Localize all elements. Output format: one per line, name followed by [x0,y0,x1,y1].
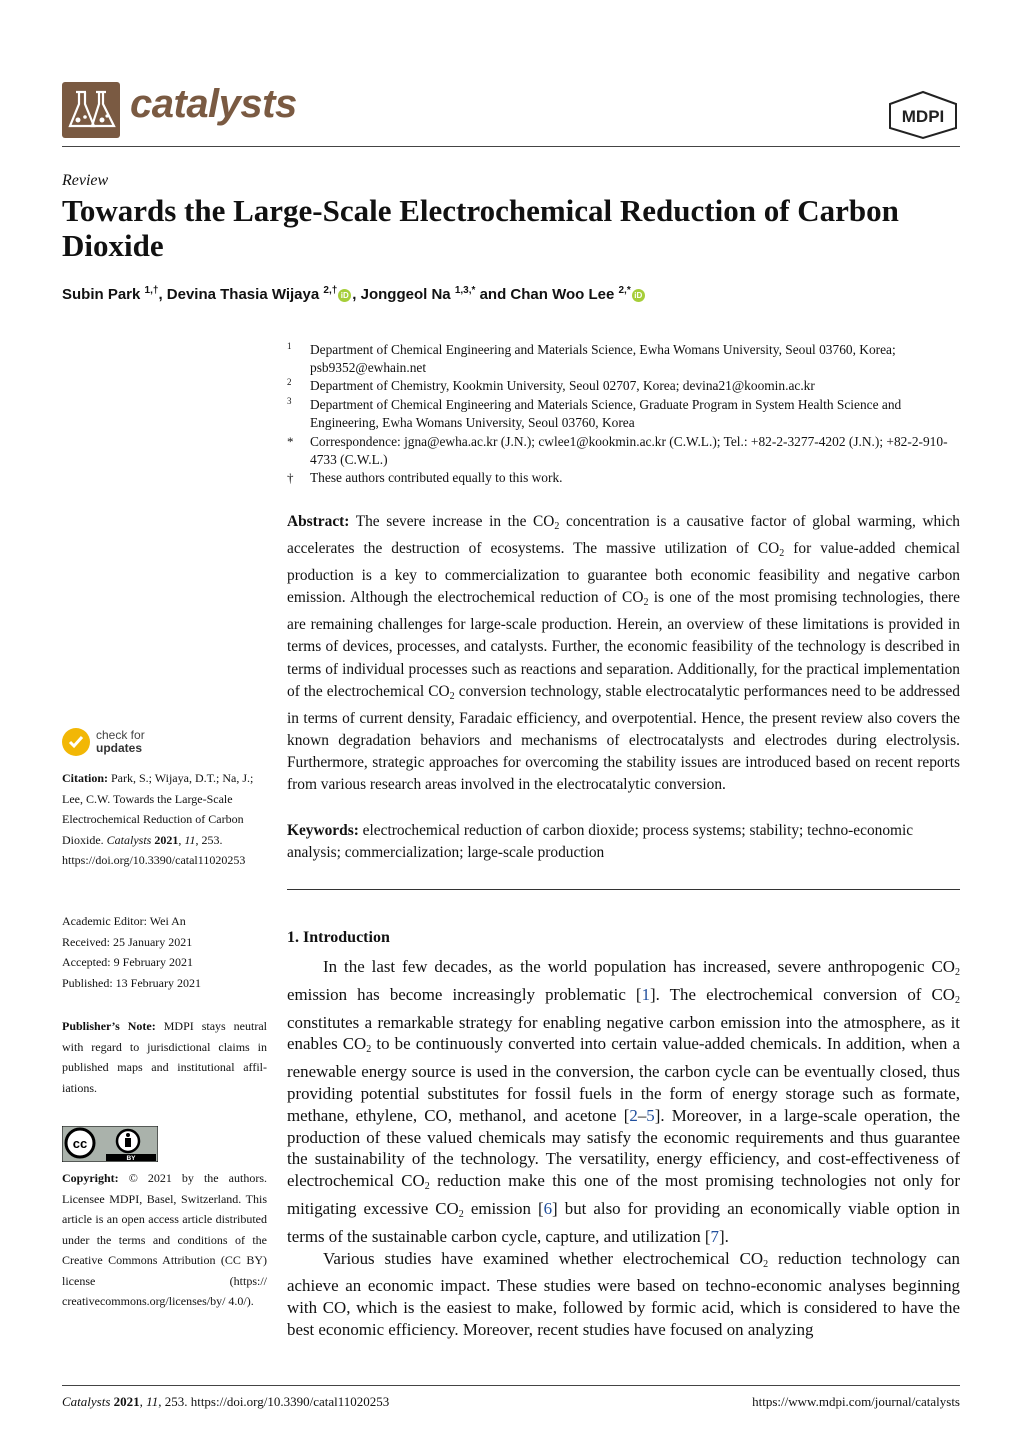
author-affiliation-marks: 2,† [323,285,338,296]
citation-year: 2021 [151,832,179,847]
publisher-note-text: MDPI stays neutral with regard to jurisdictional claims in published maps and institutional affiliations. [62,1019,268,1095]
abstract [287,511,960,796]
text: reduction technology can achieve an economic impact. These studies were based on techno-economic analyses beginning with CO, which is the easiest to make, followed by formic acid, which is considered to have the best economic efficiency. Moreover, recent studies have focused on analyzing [287,1248,960,1339]
copyright-text: © 2021 by the authors. Licensee MDPI, Basel, Switzerland. This article is an open access article distributed under the terms and conditions of the Creative Commons Attribution (CC BY) license (https:// creativecommons.org/licenses/by/ 4.0/). [62,1171,267,1308]
reference-link[interactable]: 6 [543,1198,553,1218]
author-name: Chan Woo Lee [510,286,615,303]
publisher-logo [886,90,960,140]
text: emission has become increasingly problematic [ [287,984,642,1004]
subscript: 2 [955,994,960,1006]
subscript: 2 [458,1208,464,1220]
text: reduction make this one of the most promising technologies not only for mitigating excessive CO [287,1171,960,1218]
keywords-text: electrochemical reduction of carbon dioxide; process systems; stability; techno-economic analysis; commercialization; large-scale production [287,822,914,862]
author-name: Subin Park [62,286,141,303]
subscript: 2 [424,1181,430,1193]
introduction-body [287,956,960,1341]
affiliation-text: Department of Chemical Engineering and Materials Science, Graduate Program in System Health Science and Engineering, Ewha Womans University, Seoul 03760, Korea [310,397,902,430]
text: constitutes a remarkable strategy for enabling negative carbon emission into the atmosphere, as it enables CO [287,1012,960,1054]
citation-volume: , 11 [178,832,196,847]
subscript: 2 [779,548,785,560]
equal-contribution-note [287,469,967,487]
author-list [62,285,646,303]
header-divider [62,146,960,147]
keywords-label: Keywords: [287,822,359,839]
author-separator: , [352,286,361,303]
text: to be continuously converted into certain value-added chemicals. In addition, when a renewable energy source is used in the conversion, the carbon cycle can be eventually closed, thus providing potential substitutes for fossil fuels in the form of energy storage such as formate, methane, ethylene, CO, methanol, and acetone [ [287,1034,960,1125]
correspondence [287,433,967,468]
publisher-note-label: Publisher’s Note: [62,1019,156,1033]
article-type: Review [62,172,109,189]
affiliation-mark: 1 [287,341,292,351]
citation-label: Citation: [62,771,108,785]
abstract-text: The severe increase in the CO [349,513,555,530]
subscript: 2 [449,690,455,702]
citation-text: Park, S.; Wijaya, D.T.; Na, J.; Lee, C.W. Towards the Large-Scale Electrochemical Reduction of Carbon Dioxide. [62,771,254,847]
affiliation-text: Department of Chemistry, Kookmin University, Seoul 02707, Korea; devina21@koomin.ac.kr [310,378,815,393]
subscript: 2 [955,967,960,978]
orcid-icon[interactable]: iD [632,289,645,302]
reference-link[interactable]: 1 [641,984,651,1004]
section-divider [287,889,960,890]
academic-editor: Academic Editor: Wei An [62,914,186,928]
text: emission [ [463,1198,544,1218]
reference-link[interactable]: 2 [629,1105,638,1125]
paragraph [287,1248,960,1341]
author-separator: and [475,286,511,303]
footer-citation [62,1394,389,1410]
check-updates-line1: check for [96,728,145,742]
text: – [637,1105,647,1125]
equal-contribution-mark: † [287,470,294,485]
text: In the last few decades, as the world population has increased, severe anthropogenic CO [323,957,955,976]
footer-journal-url[interactable]: https://www.mdpi.com/journal/catalysts [752,1394,960,1409]
copyright-label: Copyright: [62,1171,119,1185]
citation [62,768,267,871]
correspondence-text: Correspondence: jgna@ewha.ac.kr (J.N.); cwlee1@kookmin.ac.kr (C.W.L.); Tel.: +82-2-3277-4202 (J.N.); +82-2-910-4733 (C.W.L.) [310,434,948,467]
footer-journal: Catalysts [62,1394,111,1409]
footer-volume: , 11 [139,1394,159,1409]
check-updates-line2: updates [96,741,143,755]
author-name: Devina Thasia Wijaya [166,286,320,303]
affiliation-2 [287,377,967,395]
citation-journal: Catalysts [106,832,152,847]
accepted-date: Accepted: 9 February 2021 [62,955,193,969]
section-heading: 1. Introduction [287,929,390,946]
publisher-logo-text: MDPI [901,107,945,126]
abstract-text: is one of the most promising technologies, there are remaining challenges for large-scale production. Herein, an overview of these limitations is provided in terms of devices, processes, and catalysts. Further, the economic feasibility of the technology is described in terms of individual processes such as reactions and separation. Additionally, for the practical implementation of the electrochemical CO [287,589,961,700]
reference-link[interactable]: 7 [710,1226,719,1246]
received-date: Received: 25 January 2021 [62,935,193,949]
orcid-icon[interactable]: iD [338,289,351,302]
publisher-note [62,1016,267,1098]
keywords [287,820,960,864]
citation-doi[interactable]: , 253. https://doi.org/10.3390/catal11020253 [62,832,246,867]
cc-by-license-badge[interactable] [62,1126,158,1162]
author-separator: , [158,286,167,303]
copyright [62,1168,267,1312]
flask-icon [62,82,120,138]
abstract-label: Abstract: [287,513,350,530]
author-name: Jonggeol Na [360,286,451,303]
correspondence-mark: * [287,434,294,449]
subscript: 2 [763,1258,769,1270]
published-date: Published: 13 February 2021 [62,976,201,990]
reference-link[interactable]: 5 [646,1105,655,1125]
checkmark-icon [62,728,90,756]
affiliation-mark: 3 [287,396,292,406]
footer-divider [62,1385,960,1386]
text: ]. Moreover, in a large-scale operation, the production of these valued chemicals may satisfy the economic requirements and thus guarantee the sustainability of the technology. The versatility, energy efficiency, and cost-effectiveness of electrochemical CO [287,1105,960,1191]
text: ]. The electrochemical conversion of CO [650,984,955,1004]
article-title: Towards the Large-Scale Electrochemical Reduction of Carbon Dioxide [62,193,899,263]
affiliation-mark: 2 [287,377,292,387]
abstract-text: conversion technology, stable electrocatalytic performances need to be addressed in terms of current density, Faradaic efficiency, and overpotential. Hence, the present review also covers the known degradation behaviors and mechanisms of electrocatalysts and electrodes during electrolysis. Furthermore, strategic approaches for overcoming the stability issues are introduced based on recent reports from various research areas involved in the electrocatalytic conversion. [287,682,960,794]
check-for-updates-button[interactable] [62,728,192,758]
equal-contribution-text: These authors contributed equally to this work. [310,470,563,485]
affiliation-1 [287,341,967,376]
author-affiliation-marks: 2,* [618,285,631,296]
affiliation-text: Department of Chemical Engineering and Materials Science, Ewha Womans University, Seoul 03760, Korea; psb9352@ewhain.net [310,342,896,375]
abstract-text: for value-added chemical production is a key to commercialization to guarantee both economic feasibility and negative carbon emission. Although the electrochemical reduction of CO [287,540,960,607]
footer-doi[interactable]: , 253. https://doi.org/10.3390/catal11020253 [158,1394,390,1409]
text: ] but also for providing an economically viable option in terms of the sustainable carbon cycle, capture, and utilization [ [287,1198,960,1246]
journal-logo [62,82,120,138]
journal-name: catalysts [130,82,297,126]
paragraph [287,956,960,1248]
author-affiliation-marks: 1,3,* [454,285,476,296]
subscript: 2 [554,521,560,532]
subscript: 2 [366,1044,372,1056]
license-badge-label: BY [126,1155,136,1162]
svg-text:cc: cc [72,1136,88,1151]
footer-year: 2021 [110,1394,140,1409]
author-affiliation-marks: 1,† [144,285,159,296]
subscript: 2 [643,597,649,609]
text: ]. [718,1226,729,1246]
affiliation-3 [287,396,967,431]
text: Various studies have examined whether electrochemical CO [323,1248,764,1268]
abstract-text: concentration is a causative factor of global warming, which accelerates the destruction of ecosystems. The massive utilization of CO [287,513,960,558]
